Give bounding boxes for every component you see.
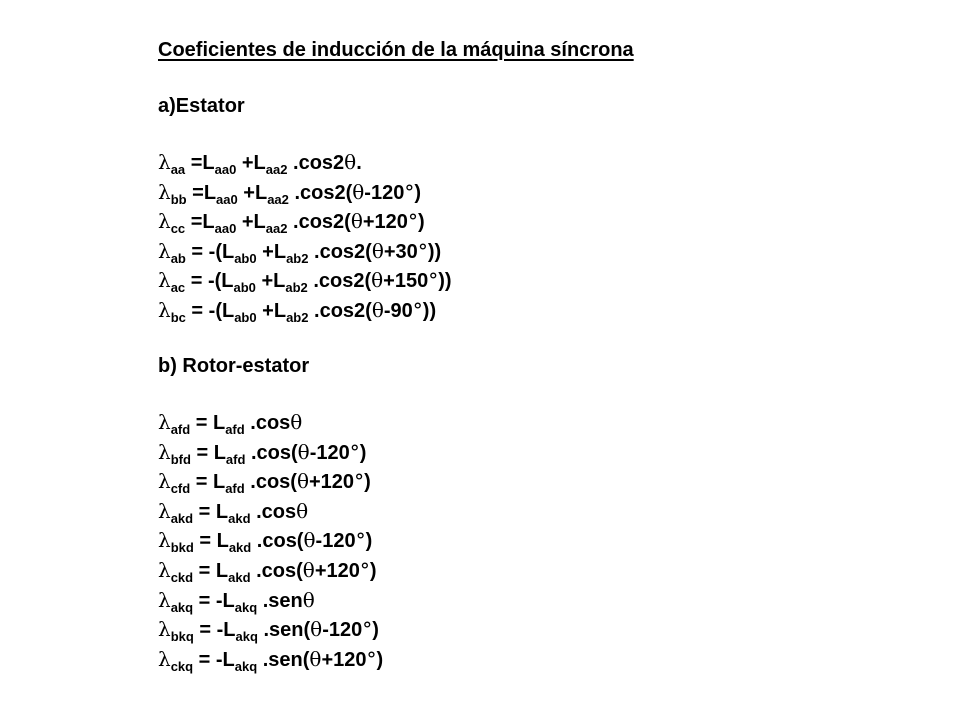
- lambda-symbol: λ: [158, 498, 171, 523]
- inductance-subscript: ab2: [286, 310, 309, 325]
- section-heading-stator: a)Estator: [158, 95, 245, 117]
- theta-symbol: θ: [302, 587, 315, 612]
- equation-text: +L: [237, 181, 268, 204]
- equation-cfd: [158, 469, 371, 497]
- lambda-symbol: λ: [158, 528, 171, 553]
- theta-symbol: θ: [371, 298, 384, 322]
- degree-symbol: °: [417, 238, 428, 263]
- equation-text: ): [372, 619, 379, 642]
- theta-symbol: θ: [371, 268, 384, 293]
- degree-symbol: °: [362, 617, 373, 642]
- equation-text: -120: [322, 619, 363, 642]
- equation-text: +30: [383, 240, 418, 263]
- equation-bc: [158, 298, 436, 323]
- equation-text: +L: [256, 240, 287, 263]
- equation-text: = -L: [193, 648, 235, 671]
- equation-text: +L: [255, 270, 286, 293]
- inductance-subscript: ab0: [233, 280, 256, 296]
- degree-symbol: °: [366, 646, 377, 671]
- theta-symbol: θ: [344, 150, 357, 174]
- equation-text: .cos2(: [308, 300, 372, 322]
- section-heading-rotor-stator: b) Rotor-estator: [158, 355, 310, 377]
- equation-text: +120: [309, 471, 355, 494]
- equation-text: .: [356, 152, 362, 174]
- equation-text: .cos2(: [288, 181, 353, 204]
- inductance-subscript: akq: [235, 629, 258, 645]
- equation-text: = L: [193, 560, 229, 582]
- equation-ckq: [158, 647, 383, 672]
- lambda-subscript: ckq: [170, 658, 194, 674]
- equation-text: ): [365, 530, 373, 553]
- equation-text: -90: [383, 300, 413, 322]
- equation-text: = L: [190, 412, 226, 434]
- lambda-symbol: λ: [158, 238, 171, 263]
- inductance-subscript: akd: [228, 540, 252, 556]
- equation-text: ): [369, 560, 377, 582]
- equation-ab: [158, 239, 441, 264]
- equation-text: .cos(: [244, 471, 297, 494]
- theta-symbol: θ: [303, 528, 316, 553]
- equation-text: )): [438, 270, 452, 293]
- lambda-subscript: akd: [170, 510, 194, 526]
- equation-text: ): [376, 648, 384, 671]
- lambda-symbol: λ: [158, 209, 171, 234]
- inductance-subscript: aa0: [216, 191, 238, 207]
- lambda-subscript: bc: [170, 310, 186, 325]
- equation-bfd: [158, 440, 366, 465]
- equation-text: +L: [236, 211, 266, 234]
- lambda-symbol: λ: [158, 587, 171, 612]
- lambda-symbol: λ: [158, 150, 171, 174]
- lambda-symbol: λ: [158, 558, 171, 582]
- degree-symbol: °: [412, 298, 423, 322]
- inductance-subscript: ab2: [286, 250, 309, 266]
- equation-text: +120: [321, 648, 367, 671]
- page-title: Coeficientes de inducción de la máquina síncrona: [158, 39, 634, 61]
- inductance-subscript: aa0: [214, 221, 237, 237]
- equation-text: ): [417, 211, 425, 234]
- equation-text: .cos2(: [307, 270, 372, 293]
- lambda-subscript: aa: [170, 162, 186, 177]
- inductance-subscript: afd: [225, 451, 246, 467]
- equation-text: .sen(: [257, 648, 310, 671]
- inductance-subscript: akq: [234, 599, 258, 615]
- degree-symbol: °: [354, 469, 365, 494]
- equation-text: .cos2(: [287, 211, 351, 234]
- equation-text: = -(L: [185, 300, 235, 322]
- equation-text: .cos2(: [308, 240, 372, 263]
- inductance-subscript: akd: [228, 570, 251, 585]
- lambda-subscript: ab: [170, 250, 186, 266]
- theta-symbol: θ: [290, 410, 303, 434]
- inductance-subscript: aa2: [265, 162, 288, 177]
- theta-symbol: θ: [297, 439, 310, 464]
- lambda-subscript: cc: [170, 221, 186, 237]
- lambda-symbol: λ: [158, 179, 171, 204]
- lambda-subscript: bkq: [170, 629, 194, 645]
- equation-text: ): [359, 441, 367, 464]
- equation-aa: [158, 150, 362, 175]
- equation-text: ): [414, 181, 421, 204]
- equation-cc: [158, 209, 425, 237]
- lambda-symbol: λ: [158, 410, 171, 434]
- lambda-symbol: λ: [158, 646, 171, 671]
- lambda-subscript: ckd: [170, 570, 194, 585]
- inductance-subscript: ab0: [234, 310, 257, 325]
- lambda-subscript: bkd: [170, 540, 194, 556]
- equation-text: = L: [190, 471, 226, 494]
- equation-text: = L: [190, 441, 226, 464]
- theta-symbol: θ: [350, 209, 363, 234]
- equation-text: .cos(: [251, 530, 304, 553]
- theta-symbol: θ: [310, 617, 323, 642]
- equation-text: .cos(: [245, 441, 298, 464]
- inductance-subscript: aa0: [214, 162, 237, 177]
- equation-text: =L: [185, 211, 215, 234]
- lambda-subscript: afd: [170, 422, 191, 437]
- inductance-subscript: akq: [234, 658, 258, 674]
- equation-bkq: [158, 617, 379, 645]
- degree-symbol: °: [355, 528, 366, 553]
- equation-text: +L: [236, 152, 266, 174]
- equation-bkd: [158, 528, 373, 556]
- lambda-subscript: bb: [170, 191, 187, 207]
- lambda-subscript: cfd: [170, 481, 191, 497]
- equation-afd: [158, 410, 302, 435]
- theta-symbol: θ: [371, 238, 384, 263]
- equation-text: =L: [185, 152, 215, 174]
- theta-symbol: θ: [296, 469, 309, 494]
- equation-text: = -L: [193, 619, 236, 642]
- inductance-subscript: akd: [228, 510, 251, 526]
- inductance-subscript: aa2: [265, 221, 288, 237]
- lambda-symbol: λ: [158, 439, 171, 464]
- equation-ckd: [158, 558, 377, 583]
- equation-text: .cos2: [287, 152, 345, 174]
- equation-text: -120: [315, 530, 356, 553]
- lambda-subscript: akq: [170, 599, 194, 615]
- lambda-symbol: λ: [158, 268, 171, 293]
- equation-text: )): [427, 240, 442, 263]
- equation-text: = L: [193, 530, 229, 553]
- equation-text: -120: [309, 441, 350, 464]
- equation-text: ): [364, 471, 371, 494]
- equation-text: .cos(: [250, 560, 303, 582]
- equation-text: .cos: [244, 412, 291, 434]
- equation-text: )): [422, 300, 437, 322]
- degree-symbol: °: [407, 209, 418, 234]
- equation-text: +L: [256, 300, 287, 322]
- theta-symbol: θ: [302, 558, 315, 582]
- equation-text: .sen(: [257, 619, 311, 642]
- equation-akd: [158, 499, 308, 524]
- lambda-symbol: λ: [158, 469, 171, 494]
- equation-akq: [158, 588, 315, 613]
- equation-text: +120: [314, 560, 360, 582]
- lambda-subscript: bfd: [170, 451, 191, 467]
- inductance-subscript: ab2: [285, 280, 308, 296]
- equation-text: = L: [193, 500, 229, 523]
- equation-text: =L: [186, 181, 217, 204]
- equation-bb: [158, 180, 421, 205]
- equation-text: = -(L: [185, 240, 235, 263]
- theta-symbol: θ: [296, 498, 309, 523]
- equation-text: = -L: [193, 589, 235, 612]
- inductance-subscript: aa2: [267, 191, 289, 207]
- lambda-symbol: λ: [158, 298, 171, 322]
- equation-text: .cos: [250, 500, 297, 523]
- degree-symbol: °: [359, 558, 370, 582]
- degree-symbol: °: [349, 439, 360, 464]
- lambda-subscript: ac: [170, 280, 186, 296]
- degree-symbol: °: [404, 179, 415, 204]
- equation-text: = -(L: [185, 270, 234, 293]
- equation-text: -120: [364, 181, 405, 204]
- inductance-subscript: afd: [225, 481, 245, 497]
- equation-text: +120: [362, 211, 408, 234]
- equation-text: +150: [383, 270, 429, 293]
- inductance-subscript: afd: [225, 422, 245, 437]
- theta-symbol: θ: [352, 179, 365, 204]
- equation-text: .sen: [257, 589, 303, 612]
- degree-symbol: °: [428, 268, 439, 293]
- equation-ac: [158, 268, 452, 296]
- inductance-subscript: ab0: [234, 250, 257, 266]
- lambda-symbol: λ: [158, 617, 171, 642]
- theta-symbol: θ: [309, 646, 322, 671]
